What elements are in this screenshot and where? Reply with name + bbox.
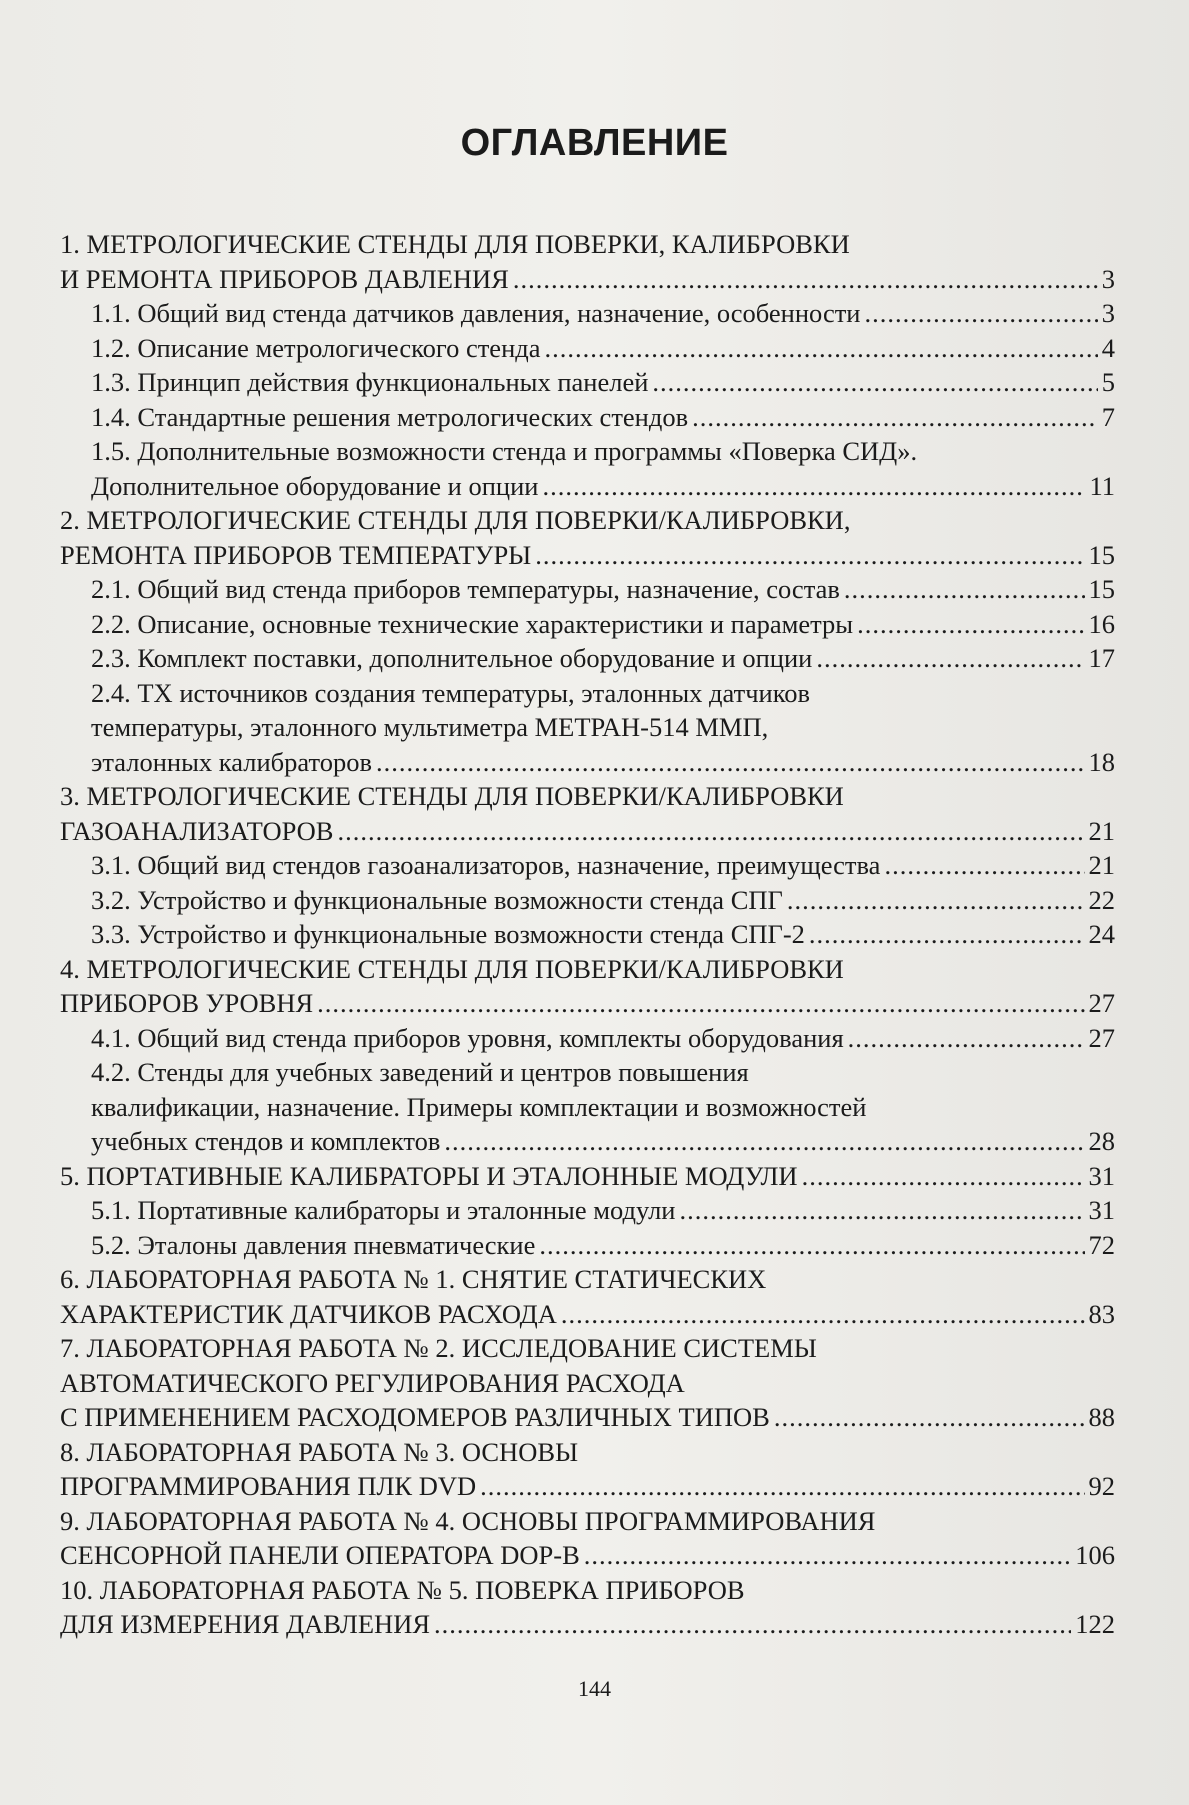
toc-entry[interactable] [60, 296, 1115, 331]
toc-entry-text: СЕНСОРНОЙ ПАНЕЛИ ОПЕРАТОРА DOP-B [60, 1540, 580, 1570]
page-title: ОГЛАВЛЕНИЕ [460, 122, 729, 164]
dot-leader [535, 538, 1084, 573]
toc-page-number: 24 [1088, 919, 1115, 949]
toc-entry-text: 5. ПОРТАТИВНЫЕ КАЛИБРАТОРЫ И ЭТАЛОННЫЕ МОДУЛИ [60, 1160, 798, 1191]
toc-entry-text: 1.1. Общий вид стенда датчиков давления, назначение, особенности [91, 298, 861, 328]
toc-entry[interactable] [60, 848, 1115, 883]
toc-entry-text: ДЛЯ ИЗМЕРЕНИЯ ДАВЛЕНИЯ [60, 1609, 431, 1639]
toc-entry[interactable] [60, 227, 1115, 296]
toc-entry-text: учебных стендов и комплектов [91, 1126, 441, 1156]
toc-entry-text: 5.2. Эталоны давления пневматические [91, 1229, 536, 1260]
toc-entry-last-line [60, 262, 1115, 297]
toc-page-number: 31 [1088, 1195, 1115, 1225]
toc-entry[interactable] [60, 1055, 1115, 1159]
toc-entry-last-line [60, 1021, 1115, 1056]
toc-entry-text: И РЕМОНТА ПРИБОРОВ ДАВЛЕНИЯ [60, 263, 509, 294]
toc-entry[interactable] [60, 1435, 1115, 1504]
dot-leader [337, 814, 1084, 849]
toc-entry[interactable] [60, 572, 1115, 607]
toc-entry-text: Дополнительное оборудование и опции [91, 470, 539, 501]
toc-entry-text: ПРОГРАММИРОВАНИЯ ПЛК DVD [60, 1471, 477, 1501]
toc-entry-line: 1. МЕТРОЛОГИЧЕСКИЕ СТЕНДЫ ДЛЯ ПОВЕРКИ, КАЛИБРОВКИ [60, 229, 850, 259]
toc-entry-last-line [60, 1228, 1115, 1263]
toc-page-number: 21 [1088, 815, 1115, 846]
dot-leader [652, 365, 1097, 400]
dot-leader [844, 572, 1085, 607]
toc-page-number: 4 [1101, 332, 1115, 363]
toc-entry-last-line [60, 607, 1115, 642]
toc-entry-line: 4. МЕТРОЛОГИЧЕСКИЕ СТЕНДЫ ДЛЯ ПОВЕРКИ/КАЛИБРОВКИ [60, 953, 844, 984]
toc-page-number: 122 [1075, 1609, 1115, 1639]
toc-entry[interactable] [60, 1331, 1115, 1435]
toc-entry-text: 1.4. Стандартные решения метрологических стендов [91, 401, 689, 432]
toc-entry-text: С ПРИМЕНЕНИЕМ РАСХОДОМЕРОВ РАЗЛИЧНЫХ ТИПОВ [60, 1402, 770, 1432]
toc-entry-line: 10. ЛАБОРАТОРНАЯ РАБОТА № 5. ПОВЕРКА ПРИБОРОВ [60, 1574, 745, 1605]
dot-leader [774, 1400, 1085, 1435]
toc-entry-line: АВТОМАТИЧЕСКОГО РЕГУЛИРОВАНИЯ РАСХОДА [60, 1367, 685, 1398]
toc-page-number: 83 [1088, 1298, 1115, 1329]
dot-leader [692, 400, 1098, 435]
toc-entry-last-line [60, 572, 1115, 607]
toc-entry-last-line [60, 745, 1115, 780]
dot-leader [376, 745, 1085, 780]
toc-entry-last-line [60, 365, 1115, 400]
dot-leader [545, 331, 1098, 366]
toc-entry-line: 1.5. Дополнительные возможности стенда и программы «Поверка СИД». [91, 436, 918, 466]
toc-page-number: 16 [1088, 608, 1115, 639]
toc-entry-last-line [60, 1124, 1115, 1159]
dot-leader [848, 1021, 1085, 1056]
toc-entry-last-line [60, 986, 1115, 1021]
toc-entry[interactable] [60, 400, 1115, 435]
toc-entry[interactable] [60, 1159, 1115, 1194]
toc-page-number: 31 [1088, 1160, 1115, 1191]
dot-leader [864, 296, 1097, 331]
toc-page-number: 15 [1088, 574, 1115, 604]
toc-page-number: 5 [1101, 367, 1115, 397]
toc-entry[interactable] [60, 1573, 1115, 1642]
dot-leader [317, 986, 1084, 1021]
toc-page-number: 3 [1101, 263, 1115, 294]
toc-entry-line: квалификации, назначение. Примеры комплектации и возможностей [91, 1091, 867, 1122]
toc-entry-text: эталонных калибраторов [91, 746, 372, 777]
toc-entry-text: 2.1. Общий вид стенда приборов температуры, назначение, состав [91, 574, 840, 604]
toc-entry-last-line [60, 1400, 1115, 1435]
toc-entry[interactable] [60, 331, 1115, 366]
toc-page-number: 92 [1088, 1471, 1115, 1501]
toc-entry[interactable] [60, 641, 1115, 676]
toc-entry-last-line [60, 538, 1115, 573]
toc-entry-text: 1.2. Описание метрологического стенда [91, 332, 541, 363]
dot-leader [542, 469, 1085, 504]
toc-entry-text: 3.1. Общий вид стендов газоанализаторов, назначение, преимущества [91, 850, 881, 880]
table-of-contents [60, 227, 1115, 1642]
toc-page-number: 27 [1088, 988, 1115, 1018]
toc-page-number: 11 [1089, 470, 1115, 501]
toc-entry-last-line [60, 641, 1115, 676]
toc-entry-line: 7. ЛАБОРАТОРНАЯ РАБОТА № 2. ИССЛЕДОВАНИЕ СИСТЕМЫ [60, 1333, 817, 1363]
toc-entry-last-line [60, 400, 1115, 435]
toc-entry-text: 4.1. Общий вид стенда приборов уровня, комплекты оборудования [91, 1022, 844, 1053]
toc-entry-line: температуры, эталонного мультиметра МЕТРАН-514 ММП, [91, 712, 769, 742]
toc-entry-text: ХАРАКТЕРИСТИК ДАТЧИКОВ РАСХОДА [60, 1298, 557, 1329]
toc-entry[interactable] [60, 1228, 1115, 1263]
toc-page-number: 27 [1088, 1022, 1115, 1053]
toc-entry-last-line [60, 296, 1115, 331]
toc-page-number: 22 [1088, 884, 1115, 915]
toc-entry[interactable] [60, 1021, 1115, 1056]
toc-entry[interactable] [60, 365, 1115, 400]
toc-page-number: 15 [1088, 539, 1115, 570]
toc-entry-line: 2.4. ТХ источников создания температуры, эталонных датчиков [91, 677, 810, 708]
toc-entry-line: 6. ЛАБОРАТОРНАЯ РАБОТА № 1. СНЯТИЕ СТАТИЧЕСКИХ [60, 1264, 767, 1294]
toc-page-number: 21 [1088, 850, 1115, 880]
toc-entry-text: 2.3. Комплект поставки, дополнительное оборудование и опции [91, 643, 813, 673]
toc-page-number: 106 [1075, 1540, 1115, 1570]
toc-page-number: 88 [1088, 1402, 1115, 1432]
toc-entry-text: 1.3. Принцип действия функциональных панелей [91, 367, 649, 397]
dot-leader [809, 917, 1085, 952]
dot-leader [444, 1124, 1084, 1159]
toc-entry-text: 5.1. Портативные калибраторы и эталонные модули [91, 1195, 676, 1225]
toc-entry-last-line [60, 814, 1115, 849]
toc-entry-last-line [60, 883, 1115, 918]
toc-entry-text: 2.2. Описание, основные технические характеристики и параметры [91, 608, 854, 639]
toc-entry-line: 4.2. Стенды для учебных заведений и центров повышения [91, 1057, 749, 1087]
toc-entry-last-line [60, 1159, 1115, 1194]
toc-entry[interactable] [60, 779, 1115, 848]
toc-entry[interactable] [60, 1193, 1115, 1228]
toc-page-number: 7 [1101, 401, 1115, 432]
toc-entry-last-line [60, 848, 1115, 883]
toc-entry-last-line [60, 1297, 1115, 1332]
toc-page-number: 3 [1101, 298, 1115, 328]
dot-leader [787, 883, 1085, 918]
toc-entry-line: 9. ЛАБОРАТОРНАЯ РАБОТА № 4. ОСНОВЫ ПРОГРАММИРОВАНИЯ [60, 1505, 876, 1536]
toc-entry-last-line [60, 1538, 1115, 1573]
toc-entry-text: ГАЗОАНАЛИЗАТОРОВ [60, 815, 334, 846]
toc-entry-text: 3.2. Устройство и функциональные возможности стенда СПГ [91, 884, 783, 915]
toc-entry[interactable] [60, 503, 1115, 572]
toc-page-number: 72 [1088, 1229, 1115, 1260]
toc-entry-line: 8. ЛАБОРАТОРНАЯ РАБОТА № 3. ОСНОВЫ [60, 1436, 579, 1467]
toc-entry[interactable] [60, 1504, 1115, 1573]
toc-entry[interactable] [60, 1262, 1115, 1331]
toc-entry[interactable] [60, 607, 1115, 642]
toc-entry-last-line [60, 331, 1115, 366]
dot-leader [884, 848, 1084, 883]
dot-leader [584, 1538, 1071, 1573]
toc-entry-last-line [60, 1607, 1115, 1642]
toc-entry-last-line [60, 469, 1115, 504]
toc-entry[interactable] [60, 952, 1115, 1021]
toc-entry-last-line [60, 1193, 1115, 1228]
toc-entry-line: 2. МЕТРОЛОГИЧЕСКИЕ СТЕНДЫ ДЛЯ ПОВЕРКИ/КАЛИБРОВКИ, [60, 505, 851, 535]
toc-page-number: 28 [1088, 1126, 1115, 1156]
dot-leader [679, 1193, 1084, 1228]
dot-leader [513, 262, 1098, 297]
dot-leader [816, 641, 1084, 676]
dot-leader [857, 607, 1084, 642]
toc-entry-text: РЕМОНТА ПРИБОРОВ ТЕМПЕРАТУРЫ [60, 539, 532, 570]
toc-entry-text: 3.3. Устройство и функциональные возможности стенда СПГ-2 [91, 919, 805, 949]
toc-entry-last-line [60, 917, 1115, 952]
page-number: 144 [578, 1676, 611, 1701]
toc-page-number: 18 [1088, 746, 1115, 777]
dot-leader [802, 1159, 1085, 1194]
dot-leader [561, 1297, 1085, 1332]
toc-entry-line: 3. МЕТРОЛОГИЧЕСКИЕ СТЕНДЫ ДЛЯ ПОВЕРКИ/КАЛИБРОВКИ [60, 781, 844, 811]
toc-entry[interactable] [60, 917, 1115, 952]
dot-leader [434, 1607, 1071, 1642]
toc-page-number: 17 [1088, 643, 1115, 673]
dot-leader [539, 1228, 1084, 1263]
toc-entry[interactable] [60, 676, 1115, 780]
toc-entry-text: ПРИБОРОВ УРОВНЯ [60, 988, 314, 1018]
dot-leader [480, 1469, 1084, 1504]
toc-entry[interactable] [60, 434, 1115, 503]
toc-entry[interactable] [60, 883, 1115, 918]
toc-entry-last-line [60, 1469, 1115, 1504]
